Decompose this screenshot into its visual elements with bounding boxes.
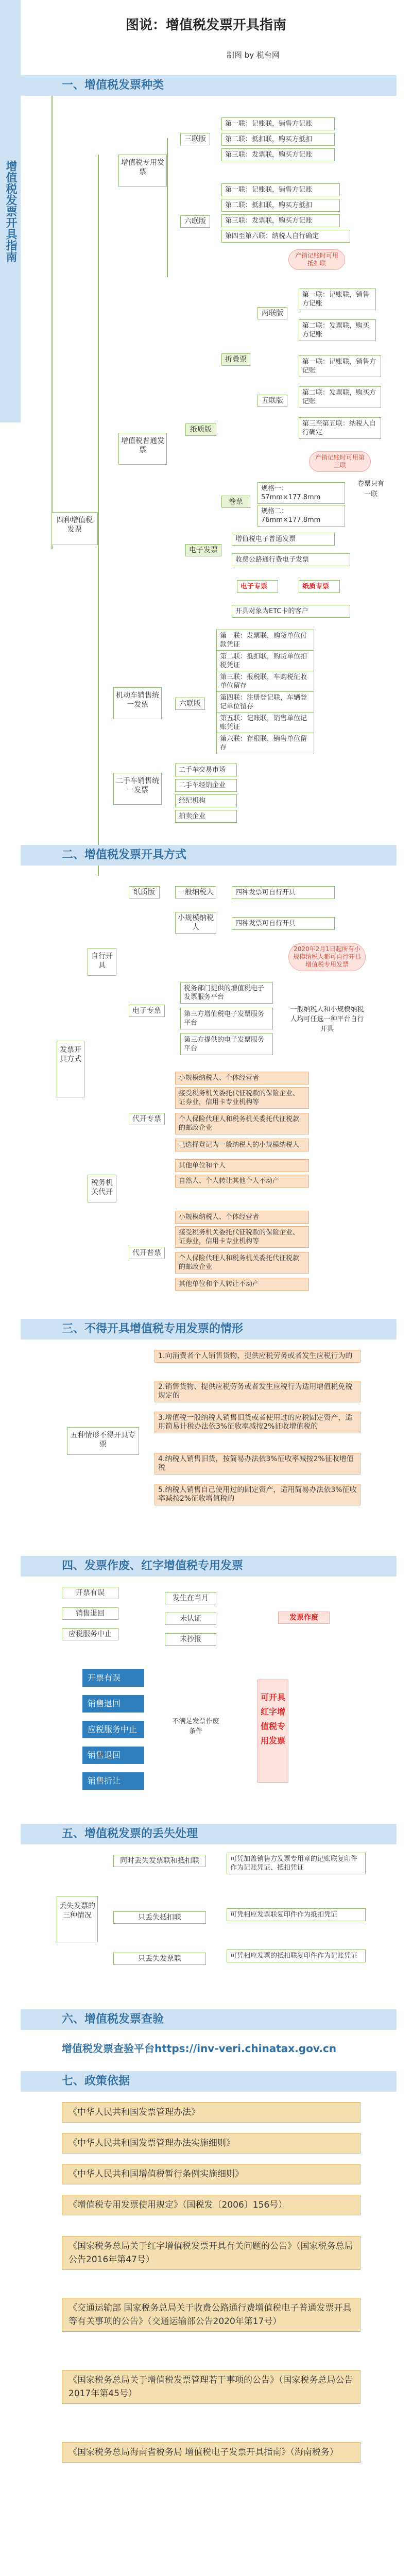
three-copy-3: 第三联：发票联，购买方记账 bbox=[221, 148, 335, 161]
s4-left2-4: 销售退回 bbox=[82, 1747, 144, 1764]
agent-special-2: 接受税务机关委托代征税款的保险企业、证券业，信用卡专业机构等 bbox=[175, 1087, 309, 1109]
s4-cond-2: 未认证 bbox=[165, 1613, 216, 1625]
e-special-2: 电子专票 bbox=[129, 1005, 165, 1017]
lost-3-right: 可凭相应发票的抵扣联复印件作为记账凭证 bbox=[227, 1950, 366, 1962]
s4-left-1: 开票有误 bbox=[62, 1587, 118, 1599]
agent-special-last: 自然人、个人转让其他个人不动产 bbox=[175, 1175, 309, 1188]
side-label: 增值税发票开具指南 bbox=[0, 0, 21, 422]
tax-agency-issue: 税务机关代开 bbox=[88, 1175, 116, 1202]
lost-3: 只丢失发票联 bbox=[113, 1953, 206, 1965]
small-right: 四种发票可自行开具 bbox=[232, 917, 335, 930]
roll-note: 卷票只有一联 bbox=[357, 480, 384, 498]
used-3: 经纪机构 bbox=[175, 794, 237, 807]
case-1: 1.向消费者个人销售货物、提供应税劳务或者发生应税行为的 bbox=[154, 1350, 360, 1363]
motor-6: 第六联：存根联，销售单位留存 bbox=[216, 733, 314, 754]
lost-1-right: 可凭加盖销售方发票专用章的记账联复印件作为记账凭证、抵扣凭证 bbox=[227, 1853, 366, 1874]
four-invoice-types: 四种增值税发票 bbox=[52, 512, 98, 545]
s4-left2-5: 销售折让 bbox=[82, 1772, 144, 1790]
author-text: 制图 by 税台网 bbox=[227, 50, 280, 60]
agent-ordinary-2: 接受税务机关委托代征税款的保险企业、证券业，信用卡专业机构等 bbox=[175, 1226, 309, 1248]
vat-special-invoice: 增值税专用发票 bbox=[118, 155, 167, 187]
five-copy-1: 第一联：记账联，销售方记账 bbox=[299, 355, 381, 377]
e-right: 一般纳税人和小规模纳税人均可任选一种平台自行开具 bbox=[290, 1006, 364, 1033]
law-2: 《中华人民共和国发票管理办法实施细则》 bbox=[62, 2133, 360, 2154]
six-copy-3: 第三联：发票联，购买方记账 bbox=[221, 214, 340, 227]
agent-special-3: 个人保险代理人和税务机关委托代征税款的邮政企业 bbox=[175, 1113, 309, 1134]
case-3: 3.增值税一般纳税人销售旧货或者使用过的应税固定资产，适用简易计税办法依3%征收率减按2%征收增值税的 bbox=[154, 1412, 360, 1433]
three-copy-1: 第一联：记账联，销售方记账 bbox=[221, 117, 335, 130]
roll-invoice: 卷票 bbox=[221, 496, 250, 508]
two-copy-1: 第一联：记账联，销售方记账 bbox=[299, 289, 376, 310]
agent-special-4: 已选择登记为一般纳税人的小规模纳税人 bbox=[175, 1139, 309, 1151]
agent-ordinary-3: 个人保险代理人和税务机关委托代征税款的邮政企业 bbox=[175, 1252, 309, 1274]
roll-spec-1: 规格一：57mm×177.8mm bbox=[258, 482, 345, 504]
e-platform-3: 第三方提供的电子发票服务平台 bbox=[180, 1033, 273, 1055]
section-5-bar: 五、增值税发票的丢失处理 bbox=[21, 1824, 397, 1844]
law-1: 《中华人民共和国发票管理办法》 bbox=[62, 2102, 360, 2123]
section-1-bar: 一、增值税发票种类 bbox=[21, 75, 397, 96]
s4-left2-2: 销售退回 bbox=[82, 1695, 144, 1713]
s4-cond-3: 未抄报 bbox=[165, 1633, 216, 1646]
law-7: 《国家税务总局关于增值税发票管理若干事项的公告》（国家税务总局公告2017年第45号） bbox=[62, 2370, 360, 2404]
s4-left-2: 销售退回 bbox=[62, 1607, 118, 1620]
law-4: 《增值税专用发票使用规定》（国税发〔2006〕156号） bbox=[62, 2195, 360, 2215]
law-3: 《中华人民共和国增值税暂行条例实施细则》 bbox=[62, 2164, 360, 2184]
motor-six: 六联版 bbox=[175, 698, 205, 710]
agent-special: 代开专票 bbox=[129, 1113, 165, 1125]
general-taxpayer: 一般纳税人 bbox=[175, 886, 216, 899]
s4-left2-3: 应税服务中止 bbox=[82, 1721, 144, 1738]
five-cases: 五种情形不得开具专票 bbox=[67, 1427, 139, 1455]
five-copy: 五联版 bbox=[258, 395, 287, 407]
agent-ordinary-last: 其他单位和个人转让不动产 bbox=[175, 1278, 309, 1291]
e-platform-2: 第三方增值税电子发票服务平台 bbox=[180, 1008, 273, 1029]
policy-bubble: 2020年2月1日起所有小规模纳税人都可自行开具增值税专用发票 bbox=[288, 943, 366, 971]
s4-cond-1: 发生在当月 bbox=[165, 1592, 216, 1604]
law-8: 《国家税务总局海南省税务局 增值税电子发票开具指南》（海南税务） bbox=[62, 2442, 360, 2463]
e-invoice-2: 收费公路通行费电子发票 bbox=[232, 553, 350, 566]
vat-ordinary-invoice: 增值税普通发票 bbox=[118, 433, 167, 465]
case-4: 4.纳税人销售旧货，按简易办法依3%征收率减按2%征收增值税 bbox=[154, 1453, 360, 1475]
agent-ordinary: 代开普票 bbox=[129, 1247, 165, 1259]
section-3-bar: 三、不得开具增值税专用发票的情形 bbox=[21, 1319, 397, 1340]
six-copy-1: 第一联：记账联，销售方记账 bbox=[221, 183, 340, 196]
two-copy: 两联版 bbox=[258, 307, 287, 319]
e-invoice-1: 增值税电子普通发票 bbox=[232, 533, 335, 546]
motor-2: 第二联：抵扣联，购货单位扣税凭证 bbox=[216, 650, 314, 672]
not-void-cond: 不满足发票作废条件 bbox=[172, 1718, 219, 1735]
etc-note: 开具对象为ETC卡的客户 bbox=[232, 605, 350, 618]
agent-special-5: 其他单位和个人 bbox=[175, 1159, 309, 1172]
five-copy-3: 第三至第五联：纳税人自行确定 bbox=[299, 417, 381, 439]
e-invoice: 电子发票 bbox=[185, 544, 221, 556]
section-4-bar: 四、发票作废、红字增值税专用发票 bbox=[21, 1556, 397, 1577]
section-7-bar: 七、政策依据 bbox=[21, 2071, 397, 2092]
paper-version: 纸质版 bbox=[185, 423, 216, 436]
six-copy-4: 第四至第六联：纳税人自行确定 bbox=[221, 230, 350, 243]
used-car-invoice: 二手车销售统一发票 bbox=[113, 773, 162, 805]
red-invoice: 可开具红字增值税专用发票 bbox=[258, 1680, 288, 1783]
motor-invoice: 机动车销售统一发票 bbox=[113, 687, 162, 719]
e-platform-1: 税务部门提供的增值税电子发票服务平台 bbox=[180, 982, 273, 1004]
verify-link[interactable]: 增值税发票查验平台https://inv-veri.chinatax.gov.cn bbox=[62, 2042, 336, 2055]
author-line bbox=[227, 49, 280, 60]
motor-4: 第四联：注册登记联，车辆登记单位留存 bbox=[216, 691, 314, 713]
motor-1: 第一联：发票联，购货单位付款凭证 bbox=[216, 630, 314, 651]
six-copy-2: 第二联：抵扣联，购买方抵扣 bbox=[221, 199, 340, 212]
e-special: 电子专票 bbox=[237, 580, 278, 593]
special-bubble: 产销记账时可用抵扣联 bbox=[288, 249, 345, 270]
lost-2-right: 可凭相应发票联复印件作为抵扣凭证 bbox=[227, 1908, 366, 1921]
paper-special: 纸质专票 bbox=[299, 580, 340, 593]
small-taxpayer: 小规模纳税人 bbox=[175, 912, 216, 934]
used-4: 拍卖企业 bbox=[175, 810, 237, 823]
lost-three: 丢失发票的三种情况 bbox=[57, 1896, 98, 1942]
law-5: 《国家税务总局关于红字增值税发票开具有关问题的公告》（国家税务总局公告2016年第47号） bbox=[62, 2236, 360, 2270]
used-1: 二手车交易市场 bbox=[175, 764, 237, 776]
roll-spec-2: 规格二：76mm×177.8mm bbox=[258, 505, 345, 527]
fold-invoice: 折叠票 bbox=[221, 353, 250, 366]
lost-1: 同时丢失发票联和抵扣联 bbox=[113, 1855, 206, 1867]
used-2: 二手车经销企业 bbox=[175, 779, 237, 792]
case-5: 5.纳税人销售自己使用过的固定资产，适用简易办法依3%征收率减按2%征收增值税的 bbox=[154, 1484, 360, 1505]
section-6-bar: 六、增值税发票查验 bbox=[21, 2009, 397, 2030]
case-2: 2.销售货物、提供应税劳务或者发生应税行为适用增值税免税规定的 bbox=[154, 1381, 360, 1402]
three-copy: 三联版 bbox=[180, 133, 210, 145]
agent-special-1: 小规模纳税人、个体经营者 bbox=[175, 1072, 309, 1084]
general-right: 四种发票可自行开具 bbox=[232, 886, 335, 899]
motor-5: 第五联：记账联，销售单位记账凭证 bbox=[216, 712, 314, 734]
s4-left-3: 应税服务中止 bbox=[62, 1628, 118, 1640]
law-6: 《交通运输部 国家税务总局关于收费公路通行费增值税电子普通发票开具等有关事项的公告》（交通运输部公告2020年第17号） bbox=[62, 2298, 360, 2332]
two-copy-2: 第二联：发票联，购买方记账 bbox=[299, 319, 376, 341]
agent-ordinary-1: 小规模纳税人、个体经营者 bbox=[175, 1211, 309, 1224]
six-copy: 六联版 bbox=[180, 215, 210, 228]
paper-version-2: 纸质版 bbox=[129, 886, 160, 899]
section-2-bar: 二、增值税发票开具方式 bbox=[21, 845, 397, 866]
three-copy-2: 第二联：抵扣联，购买方抵扣 bbox=[221, 133, 335, 146]
five-copy-2: 第二联：发票联，购买方记账 bbox=[299, 386, 381, 408]
self-issue: 自行开具 bbox=[88, 948, 116, 976]
lost-2: 只丢失抵扣联 bbox=[113, 1911, 206, 1924]
issue-method: 发票开具方式 bbox=[57, 1041, 84, 1097]
ordinary-bubble: 产销记账时可用第三联 bbox=[309, 451, 371, 472]
s4-left2-1: 开票有误 bbox=[82, 1669, 144, 1687]
page-title: 图说：增值税发票开具指南 bbox=[125, 18, 286, 33]
motor-3: 第三联：报税联，车购税征收单位留存 bbox=[216, 671, 314, 692]
void-invoice: 发票作废 bbox=[278, 1612, 330, 1624]
